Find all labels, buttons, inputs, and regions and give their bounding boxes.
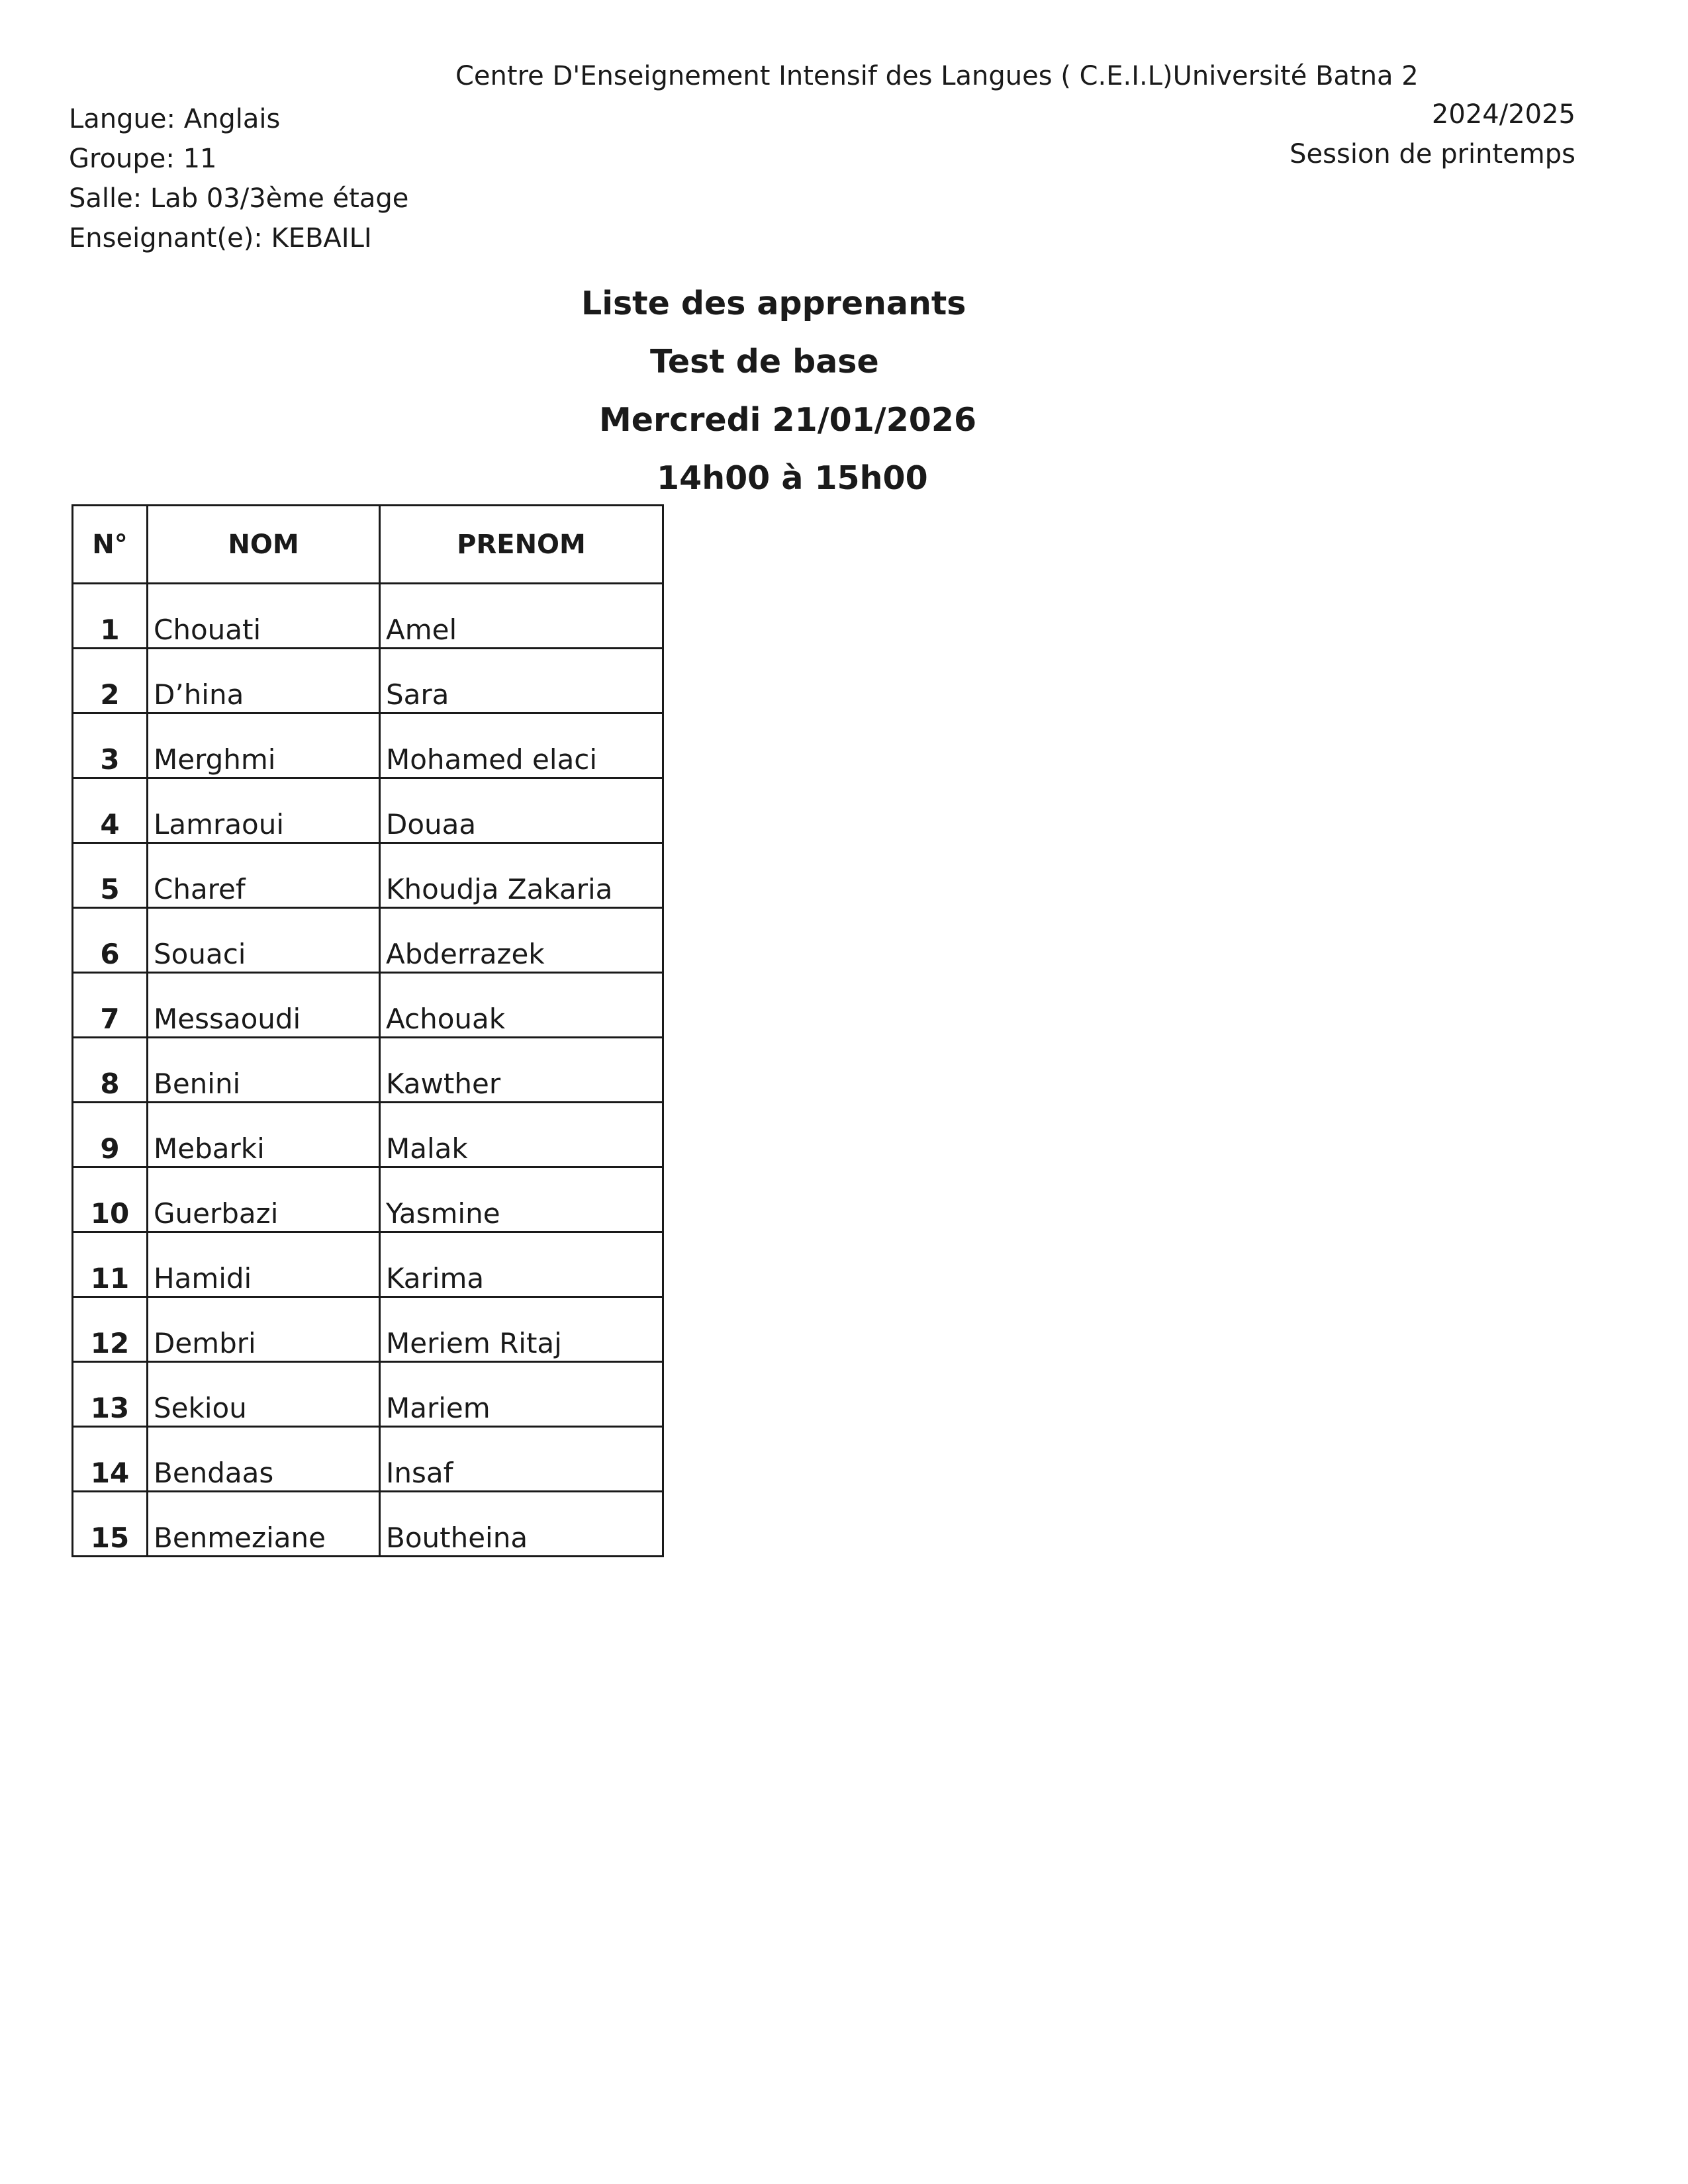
session-label: Session de printemps: [1289, 139, 1575, 169]
row-number-text: 4: [100, 808, 120, 841]
row-prenom-text: Khoudja Zakaria: [386, 873, 613, 905]
row-number: [73, 973, 148, 1038]
row-prenom: [380, 584, 663, 649]
row-nom: [148, 1492, 380, 1557]
room-label: Salle: Lab 03/3ème étage: [69, 183, 409, 214]
row-prenom-text: Yasmine: [386, 1197, 500, 1230]
row-nom-text: Merghmi: [154, 743, 276, 776]
row-nom-text: Benmeziane: [154, 1522, 326, 1554]
row-nom-text: Guerbazi: [154, 1197, 279, 1230]
row-nom-text: Mebarki: [154, 1132, 265, 1165]
row-prenom: [380, 1103, 663, 1167]
table-header-row: [73, 506, 663, 584]
table-row: [73, 1038, 663, 1103]
row-prenom: [380, 1362, 663, 1427]
row-prenom: [380, 908, 663, 973]
row-nom: [148, 1427, 380, 1492]
row-number-text: 14: [90, 1457, 130, 1489]
table-row: [73, 649, 663, 713]
row-nom: [148, 1297, 380, 1362]
row-number-text: 6: [100, 938, 120, 970]
row-number: [73, 713, 148, 778]
institution-name: Centre D'Enseignement Intensif des Langues ( C.E.I.L)Université Batna 2: [455, 61, 1419, 91]
language-label: Langue: Anglais: [69, 104, 281, 134]
test-title: Test de base: [650, 343, 879, 381]
row-number-text: 11: [90, 1262, 130, 1295]
row-prenom-text: Boutheina: [386, 1522, 528, 1554]
row-prenom-text: Meriem Ritaj: [386, 1327, 562, 1359]
row-prenom: [380, 973, 663, 1038]
row-prenom: [380, 1038, 663, 1103]
row-nom: [148, 843, 380, 908]
row-prenom: [380, 778, 663, 843]
row-nom: [148, 1038, 380, 1103]
row-nom-text: Souaci: [154, 938, 246, 970]
row-number-text: 9: [100, 1132, 120, 1165]
row-number-text: 7: [100, 1003, 120, 1035]
row-nom-text: Chouati: [154, 614, 261, 646]
row-prenom-text: Karima: [386, 1262, 485, 1295]
row-prenom-text: Insaf: [386, 1457, 453, 1489]
row-nom: [148, 1362, 380, 1427]
row-nom: [148, 1167, 380, 1232]
table-row: [73, 843, 663, 908]
row-nom-text: Lamraoui: [154, 808, 285, 841]
row-number: [73, 1362, 148, 1427]
group-label: Groupe: 11: [69, 144, 217, 174]
row-prenom-text: Kawther: [386, 1068, 501, 1100]
row-prenom: [380, 1232, 663, 1297]
row-prenom-text: Sara: [386, 678, 449, 711]
row-nom: [148, 584, 380, 649]
row-number: [73, 649, 148, 713]
list-title: Liste des apprenants: [581, 285, 966, 322]
row-nom-text: Charef: [154, 873, 246, 905]
row-number-text: 1: [100, 614, 120, 646]
table-row: [73, 1427, 663, 1492]
row-number-text: 3: [100, 743, 120, 776]
table-row: [73, 1297, 663, 1362]
row-number: [73, 908, 148, 973]
row-prenom-text: Douaa: [386, 808, 477, 841]
row-prenom: [380, 713, 663, 778]
row-prenom: [380, 1492, 663, 1557]
row-nom-text: Messaoudi: [154, 1003, 301, 1035]
row-number-text: 5: [100, 873, 120, 905]
table-row: [73, 1103, 663, 1167]
row-nom-text: Benini: [154, 1068, 241, 1100]
row-nom-text: D’hina: [154, 678, 244, 711]
row-prenom: [380, 1427, 663, 1492]
test-date: Mercredi 21/01/2026: [599, 401, 977, 439]
table-row: [73, 778, 663, 843]
table-row: [73, 584, 663, 649]
row-number: [73, 1167, 148, 1232]
academic-year: 2024/2025: [1431, 99, 1575, 130]
row-nom: [148, 973, 380, 1038]
row-nom-text: Dembri: [154, 1327, 256, 1359]
row-nom: [148, 649, 380, 713]
row-number-text: 13: [90, 1392, 130, 1424]
row-number-text: 10: [90, 1197, 130, 1230]
row-number-text: 8: [100, 1068, 120, 1100]
row-prenom-text: Malak: [386, 1132, 468, 1165]
row-nom: [148, 778, 380, 843]
header-number: N°: [73, 506, 148, 584]
row-number-text: 2: [100, 678, 120, 711]
row-prenom-text: Mariem: [386, 1392, 491, 1424]
row-number: [73, 1427, 148, 1492]
table-body: [73, 584, 663, 1557]
row-prenom: [380, 843, 663, 908]
row-nom-text: Bendaas: [154, 1457, 274, 1489]
header-prenom: PRENOM: [380, 506, 663, 584]
row-nom: [148, 713, 380, 778]
row-number: [73, 1103, 148, 1167]
test-time: 14h00 à 15h00: [657, 459, 928, 497]
row-nom: [148, 908, 380, 973]
row-number: [73, 1297, 148, 1362]
row-prenom-text: Abderrazek: [386, 938, 545, 970]
row-number: [73, 584, 148, 649]
row-nom-text: Hamidi: [154, 1262, 252, 1295]
teacher-label: Enseignant(e): KEBAILI: [69, 223, 372, 253]
row-number-text: 12: [90, 1327, 130, 1359]
table-row: [73, 973, 663, 1038]
row-number-text: 15: [90, 1522, 130, 1554]
row-number: [73, 843, 148, 908]
row-prenom: [380, 1167, 663, 1232]
row-number: [73, 1232, 148, 1297]
row-number: [73, 778, 148, 843]
header-nom: NOM: [148, 506, 380, 584]
row-prenom-text: Mohamed elaci: [386, 743, 598, 776]
row-nom-text: Sekiou: [154, 1392, 247, 1424]
learners-table: [71, 504, 664, 1557]
row-nom: [148, 1103, 380, 1167]
row-number: [73, 1038, 148, 1103]
row-prenom: [380, 1297, 663, 1362]
row-prenom-text: Amel: [386, 614, 457, 646]
table-row: [73, 713, 663, 778]
table-row: [73, 1492, 663, 1557]
row-nom: [148, 1232, 380, 1297]
table-row: [73, 1232, 663, 1297]
row-prenom-text: Achouak: [386, 1003, 506, 1035]
table-row: [73, 1167, 663, 1232]
row-number: [73, 1492, 148, 1557]
table-row: [73, 1362, 663, 1427]
table-row: [73, 908, 663, 973]
row-prenom: [380, 649, 663, 713]
